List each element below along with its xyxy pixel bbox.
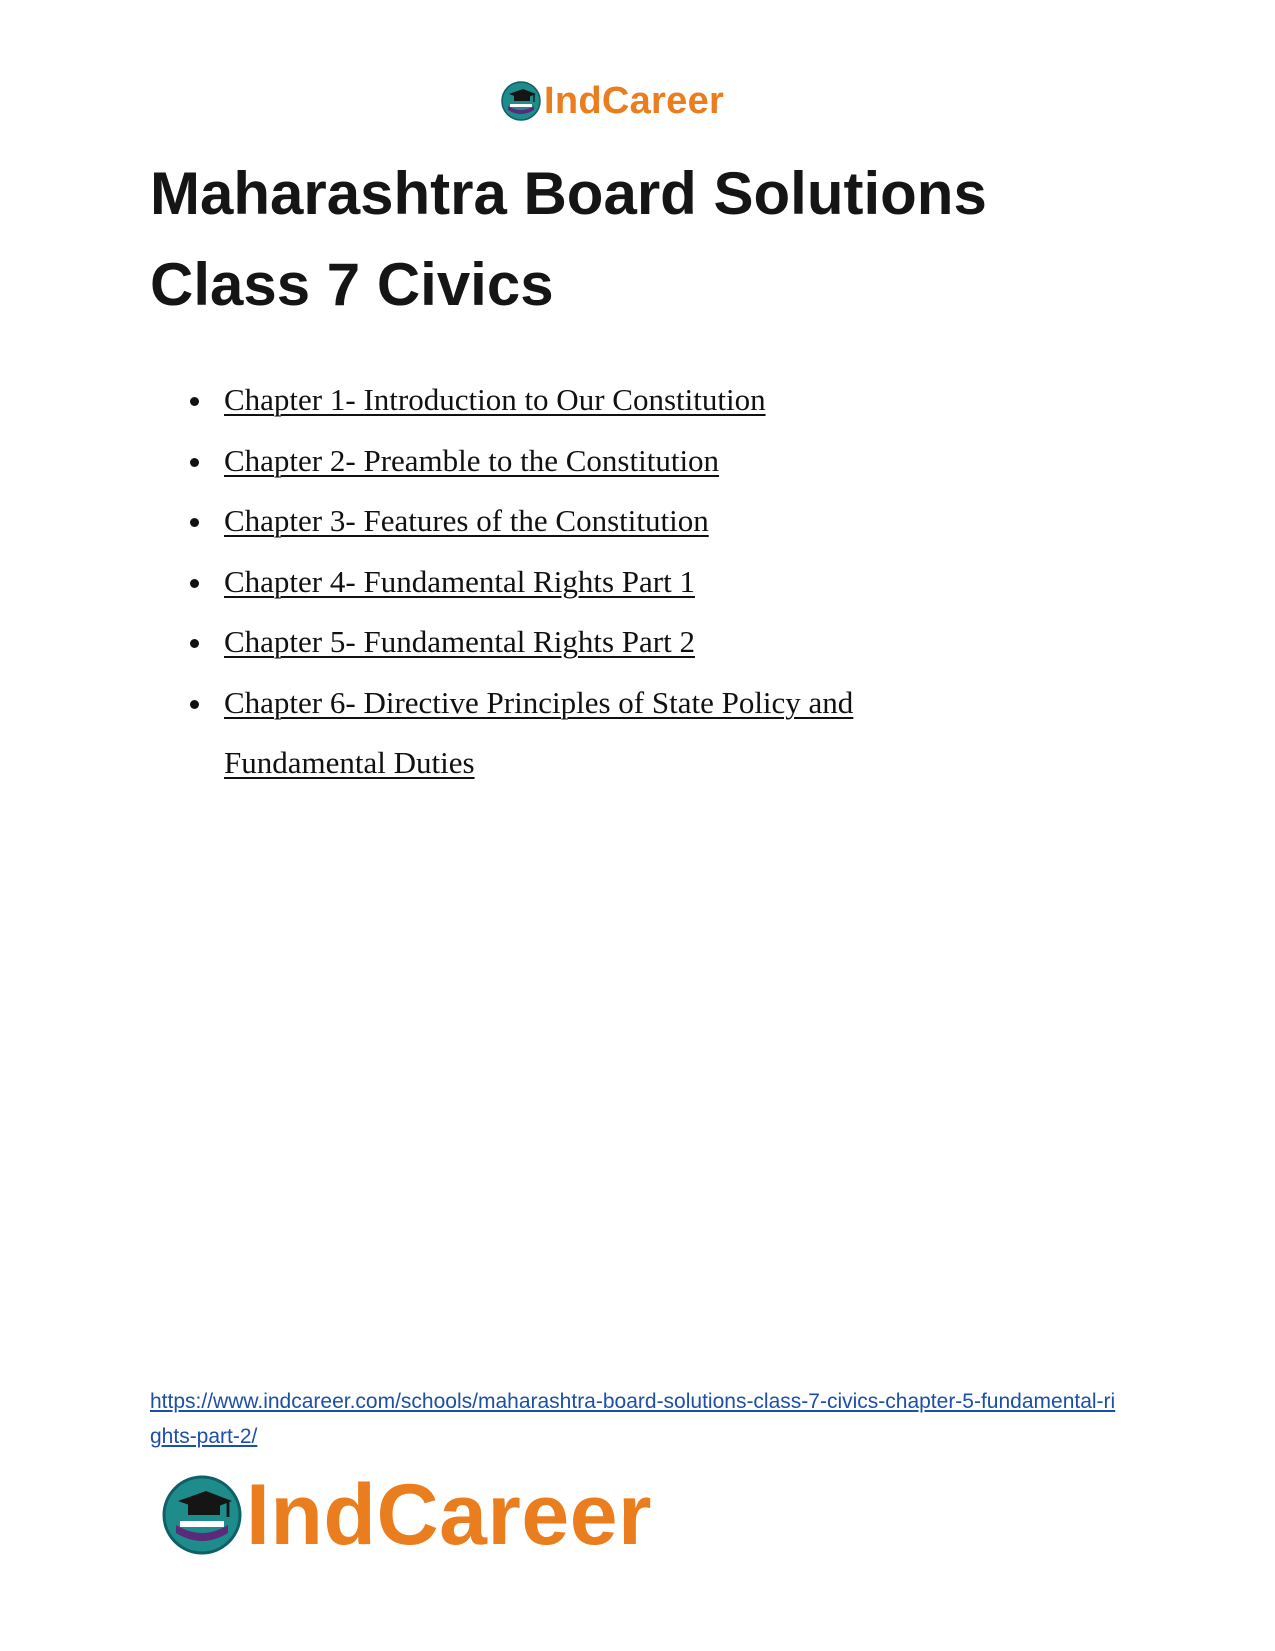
list-item <box>150 673 1150 794</box>
bullet-icon <box>190 579 199 588</box>
chapter-1-link[interactable]: Chapter 1- Introduction to Our Constitution <box>224 382 766 417</box>
page-title-line-1: Maharashtra Board Solutions <box>150 160 987 227</box>
list-item <box>150 491 1150 552</box>
list-item <box>150 612 1150 673</box>
graduation-cap-globe-icon <box>160 1473 244 1557</box>
page-title <box>150 148 1150 330</box>
footer-logo-text: IndCareer <box>246 1467 652 1563</box>
bullet-icon <box>190 397 199 406</box>
chapter-2-link[interactable]: Chapter 2- Preamble to the Constitution <box>224 442 720 478</box>
page-title-line-2: Class 7 Civics <box>150 251 554 318</box>
bullet-icon <box>190 639 199 648</box>
footer-logo <box>160 1465 652 1565</box>
chapter-4-link[interactable]: Chapter 4- Fundamental Rights Part 1 <box>224 563 695 599</box>
header-logo-text: IndCareer <box>544 80 725 122</box>
source-url-link[interactable]: https://www.indcareer.com/schools/maharashtra-board-solutions-class-7-civics-chapter-5-fundamental-rights-part-2/ <box>150 1390 1116 1448</box>
header-logo <box>500 78 724 124</box>
bullet-icon <box>190 700 199 709</box>
chapter-list <box>150 370 1150 794</box>
list-item <box>150 431 1150 492</box>
chapter-5-link[interactable]: Chapter 5- Fundamental Rights Part 2 <box>224 624 695 659</box>
bullet-icon <box>190 458 199 467</box>
list-item <box>150 552 1150 613</box>
chapter-3-link[interactable]: Chapter 3- Features of the Constitution <box>224 503 709 538</box>
chapter-6-link[interactable]: Chapter 6- Directive Principles of State Policy and Fundamental Duties <box>224 684 854 780</box>
list-item <box>150 370 1150 431</box>
graduation-cap-globe-icon <box>500 80 542 122</box>
bullet-icon <box>190 518 199 527</box>
